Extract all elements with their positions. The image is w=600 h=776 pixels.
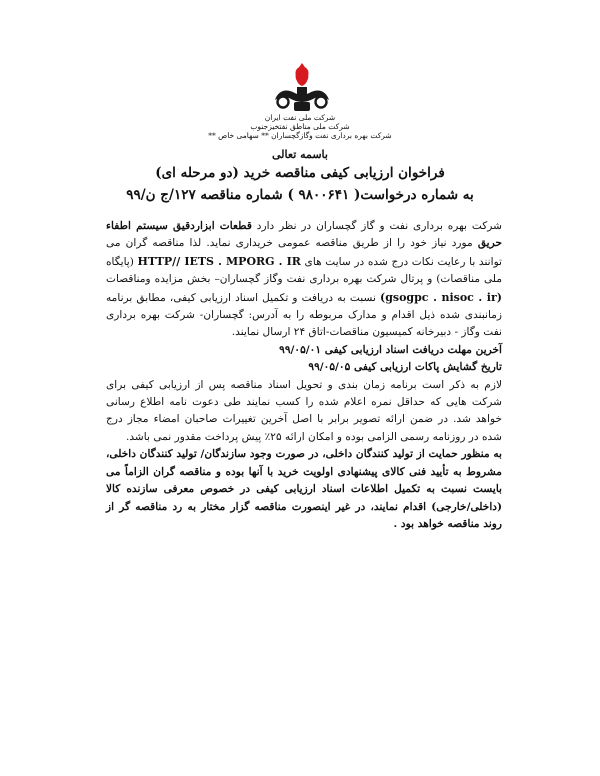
intro-text-d: نسبت به دریافت و تکمیل اسناد ارزیابی کیفی، مطابق برنامه زمانبندی شده ذیل اقدام و مدارک مربوطه را به آدرس: گچساران- شرکت بهره برداری نفت وگاز - دبیرخانه کمیسیون مناقصات-اتاق ۲۴ ارسال نمایند. <box>106 291 502 339</box>
intro-text-c: (پایگاه ملی مناقصات) و پرتال شرکت بهره برداری نفت وگاز گچساران– بخش مزایده ومناقصات <box>106 255 502 286</box>
item-name: قطعات ابزاردقیق سیستم اطفاء حریق <box>106 220 502 250</box>
notice-body <box>106 218 502 533</box>
bismillah: باسمه تعالی <box>272 148 328 161</box>
iets-site: HTTP// IETS . MPORG . IR <box>137 254 301 268</box>
org-name-gachsaran: شرکت بهره برداری نفت وگازگچساران ** سهامی خاص ** <box>208 131 392 140</box>
intro-paragraph <box>106 218 502 342</box>
opening-date: تاریخ گشایش پاکات ارزیابی کیفی ۹۹/۰۵/۰۵ <box>308 361 502 374</box>
org-name-nioc: شرکت ملی نفت ایران <box>264 113 336 122</box>
intro-text-a: شرکت بهره برداری نفت و گاز گچساران در نظر دارد <box>251 220 502 232</box>
company-portal: (gsogpc . nisoc . ir) <box>380 290 502 304</box>
notice-title: فراخوان ارزیابی کیفی مناقصه خرید (دو مرحله ای) <box>155 165 445 181</box>
org-name-nisoc: شرکت ملی مناطق نفتخیزجنوب <box>250 122 350 131</box>
nioc-logo <box>263 62 341 114</box>
domestic-support-paragraph: به منظور حمایت از تولید کنندگان داخلی، در صورت وجود سازندگان/ تولید کنندگان داخلی، مشروط به تأیید فنی کالای پیشنهادی اولویت خرید با آنها بوده و مناقصه گران الزاماً می بایست نسبت به تکمیل اطلاعات اسناد ارزیابی کیفی در خصوص معرفی سازنده کالا (داخلی/خارجی) اقدام نمایند، در غیر اینصورت مناقصه گزار مختار به رد مناقصه گر از روند مناقصه خواهد بود . <box>106 448 502 530</box>
receipt-deadline: آخرین مهلت دریافت اسناد ارزیابی کیفی ۹۹/۰۵/۰۱ <box>279 343 502 356</box>
intro-text-b: مورد نیاز خود را از طریق مناقصه عمومی خریداری نماید. لذا مناقصه گران می توانند با رعایت نکات درج شده در سایت های <box>106 237 502 268</box>
schedule-paragraph: لازم به ذکر است برنامه زمان بندی و تحویل اسناد مناقصه پس از ارزیابی کیفی برای شرکت هایی که حداقل نمره اعلام شده را کسب نمایند طی دعوت نامه اطلاع رسانی خواهد شد. در ضمن ارائه تصویر برابر با اصل آخرین تغییرات صاحبان امضاء مجاز درج شده در روزنامه رسمی الزامی بوده و امکان ارائه ۲۵٪ پیش پرداخت مقدور نمی باشد. <box>106 378 502 443</box>
notice-subtitle: به شماره درخواست( ۹۸۰۰۶۴۱ ) شماره مناقصه ۱۲۷/ج ن/۹۹ <box>126 187 474 203</box>
